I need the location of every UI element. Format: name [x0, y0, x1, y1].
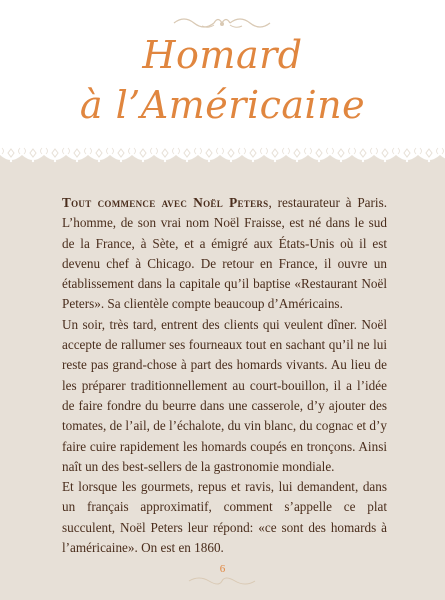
paragraph-3: Et lorsque les gourmets, repus et ravis, lui demandent, dans un français approximatif, comment s’appelle ce plat succulent, Noël Peters leur répond: «ce sont des homards à l’américaine». On est en 1860. — [62, 479, 387, 556]
page-title — [0, 30, 445, 130]
title-line-1: Homard — [142, 33, 303, 77]
paragraph-1 — [62, 193, 387, 315]
paragraph-1-text: , restaurateur à Paris. L’homme, de son vrai nom Noël Fraisse, est né dans le sud de la France, à Sète, et a émigré aux États-Unis où il est devenu chef à Chicago. De retour en France, il ouvre un établissement dans la capitale qu’il baptise «Restaurant Noël Peters». Sa clientèle compte beaucoup d’Américains. — [62, 195, 388, 312]
paragraph-2: Un soir, très tard, entrent des clients qui veulent dîner. Noël accepte de rallumer ses fourneaux tout en sachant qu’il ne lui reste pas grand-chose à part des homards vivants. Au lieu de les préparer traditionnellement au court-bouillon, il a l’idée de faire fondre du beurre dans une casserole, d’y ajouter des tomates, de l’ail, de l’échalote, du vin blanc, du cognac et d’y faire cuire rapidement les homards coupés en tronçons. Ainsi naît un des best-sellers de la gastronomie mondiale. — [62, 316, 387, 474]
title-line-2: à l’Américaine — [79, 83, 366, 127]
paragraph-lead: Tout commence avec Noël Peters — [62, 195, 269, 210]
page-number: 6 — [219, 563, 226, 575]
article-body — [62, 193, 387, 558]
lace-border-ornament — [0, 145, 445, 169]
page-header — [0, 0, 445, 155]
flourish-ornament-icon — [172, 14, 272, 30]
small-flourish-icon — [187, 575, 257, 585]
